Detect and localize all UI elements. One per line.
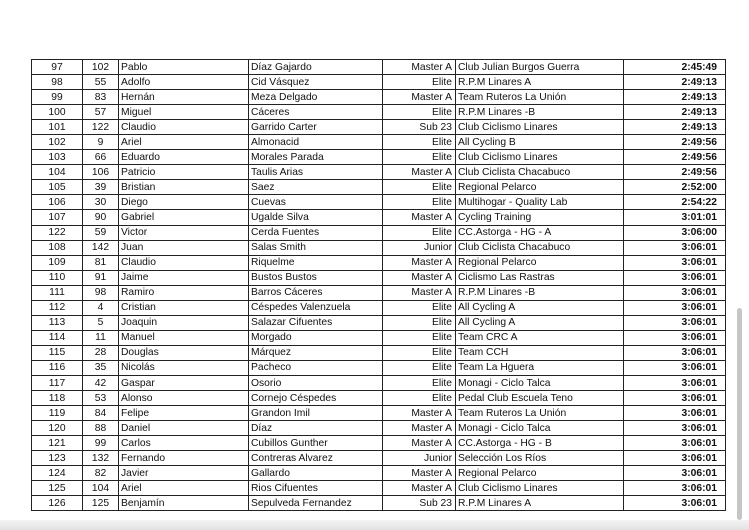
dorsal-cell: 35	[83, 360, 119, 375]
time-cell: 3:06:01	[624, 315, 726, 330]
club-cell: Pedal Club Escuela Teno	[456, 391, 624, 406]
dorsal-cell: 39	[83, 180, 119, 195]
dorsal-cell: 106	[83, 165, 119, 180]
dorsal-cell: 9	[83, 135, 119, 150]
first-name-cell: Gabriel	[119, 210, 249, 225]
last-name-cell: Díaz	[249, 421, 383, 436]
club-cell: CC.Astorga - HG - A	[456, 225, 624, 240]
time-cell: 3:06:01	[624, 421, 726, 436]
table-row	[32, 105, 726, 120]
category-cell: Elite	[383, 195, 456, 210]
club-cell: Multihogar - Quality Lab	[456, 195, 624, 210]
table-row	[32, 436, 726, 451]
last-name-cell: Contreras Alvarez	[249, 451, 383, 466]
table-row	[32, 300, 726, 315]
first-name-cell: Adolfo	[119, 75, 249, 90]
time-cell: 3:06:01	[624, 496, 726, 511]
category-cell: Elite	[383, 330, 456, 345]
table-row	[32, 135, 726, 150]
club-cell: Club Ciclismo Linares	[456, 120, 624, 135]
time-cell: 2:54:22	[624, 195, 726, 210]
last-name-cell: Rios Cifuentes	[249, 481, 383, 496]
club-cell: Regional Pelarco	[456, 180, 624, 195]
last-name-cell: Cid Vásquez	[249, 75, 383, 90]
position-cell: 116	[32, 360, 83, 375]
position-cell: 102	[32, 135, 83, 150]
first-name-cell: Claudio	[119, 120, 249, 135]
category-cell: Elite	[383, 180, 456, 195]
category-cell: Master A	[383, 481, 456, 496]
first-name-cell: Felipe	[119, 406, 249, 421]
category-cell: Master A	[383, 406, 456, 421]
first-name-cell: Carlos	[119, 436, 249, 451]
club-cell: Regional Pelarco	[456, 466, 624, 481]
position-cell: 104	[32, 165, 83, 180]
position-cell: 109	[32, 255, 83, 270]
time-cell: 3:06:00	[624, 225, 726, 240]
time-cell: 2:49:13	[624, 90, 726, 105]
position-cell: 121	[32, 436, 83, 451]
last-name-cell: Grandon Imil	[249, 406, 383, 421]
position-cell: 101	[32, 120, 83, 135]
position-cell: 99	[32, 90, 83, 105]
category-cell: Master A	[383, 436, 456, 451]
last-name-cell: Morgado	[249, 330, 383, 345]
first-name-cell: Hernán	[119, 90, 249, 105]
category-cell: Elite	[383, 345, 456, 360]
time-cell: 3:06:01	[624, 375, 726, 390]
position-cell: 97	[32, 60, 83, 75]
last-name-cell: Márquez	[249, 345, 383, 360]
category-cell: Elite	[383, 375, 456, 390]
position-cell: 119	[32, 406, 83, 421]
time-cell: 3:06:01	[624, 481, 726, 496]
club-cell: Team Ruteros La Unión	[456, 90, 624, 105]
category-cell: Master A	[383, 90, 456, 105]
last-name-cell: Sepulveda Fernandez	[249, 496, 383, 511]
last-name-cell: Saez	[249, 180, 383, 195]
time-cell: 3:06:01	[624, 240, 726, 255]
results-table	[31, 59, 726, 511]
dorsal-cell: 55	[83, 75, 119, 90]
table-row	[32, 466, 726, 481]
time-cell: 3:06:01	[624, 300, 726, 315]
time-cell: 3:06:01	[624, 451, 726, 466]
position-cell: 111	[32, 285, 83, 300]
position-cell: 123	[32, 451, 83, 466]
club-cell: CC.Astorga - HG - B	[456, 436, 624, 451]
time-cell: 2:49:13	[624, 120, 726, 135]
last-name-cell: Taulis Arias	[249, 165, 383, 180]
time-cell: 3:01:01	[624, 210, 726, 225]
first-name-cell: Daniel	[119, 421, 249, 436]
table-row	[32, 391, 726, 406]
position-cell: 126	[32, 496, 83, 511]
last-name-cell: Meza Delgado	[249, 90, 383, 105]
first-name-cell: Diego	[119, 195, 249, 210]
last-name-cell: Riquelme	[249, 255, 383, 270]
time-cell: 3:06:01	[624, 391, 726, 406]
category-cell: Elite	[383, 391, 456, 406]
time-cell: 2:49:56	[624, 165, 726, 180]
club-cell: Club Julian Burgos Guerra	[456, 60, 624, 75]
table-row	[32, 210, 726, 225]
time-cell: 2:52:00	[624, 180, 726, 195]
category-cell: Master A	[383, 270, 456, 285]
club-cell: Club Ciclismo Linares	[456, 481, 624, 496]
table-row	[32, 481, 726, 496]
first-name-cell: Nicolás	[119, 360, 249, 375]
category-cell: Elite	[383, 75, 456, 90]
first-name-cell: Javier	[119, 466, 249, 481]
category-cell: Master A	[383, 210, 456, 225]
position-cell: 115	[32, 345, 83, 360]
dorsal-cell: 142	[83, 240, 119, 255]
table-row	[32, 345, 726, 360]
club-cell: Team CRC A	[456, 330, 624, 345]
table-row	[32, 225, 726, 240]
first-name-cell: Victor	[119, 225, 249, 240]
first-name-cell: Manuel	[119, 330, 249, 345]
dorsal-cell: 90	[83, 210, 119, 225]
dorsal-cell: 91	[83, 270, 119, 285]
position-cell: 120	[32, 421, 83, 436]
table-row	[32, 270, 726, 285]
category-cell: Junior	[383, 451, 456, 466]
category-cell: Master A	[383, 60, 456, 75]
table-row	[32, 406, 726, 421]
time-cell: 2:49:13	[624, 75, 726, 90]
position-cell: 110	[32, 270, 83, 285]
position-cell: 114	[32, 330, 83, 345]
category-cell: Junior	[383, 240, 456, 255]
club-cell: Monagi - Ciclo Talca	[456, 421, 624, 436]
dorsal-cell: 53	[83, 391, 119, 406]
table-row	[32, 75, 726, 90]
dorsal-cell: 104	[83, 481, 119, 496]
table-row	[32, 90, 726, 105]
first-name-cell: Juan	[119, 240, 249, 255]
position-cell: 98	[32, 75, 83, 90]
club-cell: Team Ruteros La Unión	[456, 406, 624, 421]
last-name-cell: Cornejo Céspedes	[249, 391, 383, 406]
last-name-cell: Díaz Gajardo	[249, 60, 383, 75]
category-cell: Master A	[383, 421, 456, 436]
first-name-cell: Gaspar	[119, 375, 249, 390]
dorsal-cell: 83	[83, 90, 119, 105]
first-name-cell: Fernando	[119, 451, 249, 466]
dorsal-cell: 28	[83, 345, 119, 360]
table-row	[32, 375, 726, 390]
table-row	[32, 150, 726, 165]
time-cell: 3:06:01	[624, 270, 726, 285]
position-cell: 106	[32, 195, 83, 210]
category-cell: Master A	[383, 165, 456, 180]
club-cell: Club Ciclista Chacabuco	[456, 240, 624, 255]
vertical-scrollbar[interactable]	[737, 308, 742, 520]
table-row	[32, 496, 726, 511]
table-row	[32, 255, 726, 270]
club-cell: Club Ciclismo Linares	[456, 150, 624, 165]
position-cell: 124	[32, 466, 83, 481]
table-row	[32, 451, 726, 466]
last-name-cell: Cáceres	[249, 105, 383, 120]
category-cell: Elite	[383, 135, 456, 150]
results-rows	[32, 60, 726, 511]
first-name-cell: Cristian	[119, 300, 249, 315]
dorsal-cell: 98	[83, 285, 119, 300]
time-cell: 2:49:13	[624, 105, 726, 120]
club-cell: Team CCH	[456, 345, 624, 360]
table-row	[32, 360, 726, 375]
first-name-cell: Ariel	[119, 135, 249, 150]
position-cell: 118	[32, 391, 83, 406]
club-cell: All Cycling A	[456, 300, 624, 315]
dorsal-cell: 81	[83, 255, 119, 270]
table-row	[32, 120, 726, 135]
time-cell: 3:06:01	[624, 436, 726, 451]
dorsal-cell: 125	[83, 496, 119, 511]
last-name-cell: Cuevas	[249, 195, 383, 210]
dorsal-cell: 84	[83, 406, 119, 421]
category-cell: Elite	[383, 105, 456, 120]
club-cell: R.P.M Linares A	[456, 75, 624, 90]
dorsal-cell: 30	[83, 195, 119, 210]
table-row	[32, 180, 726, 195]
position-cell: 122	[32, 225, 83, 240]
table-row	[32, 240, 726, 255]
time-cell: 3:06:01	[624, 466, 726, 481]
first-name-cell: Jaime	[119, 270, 249, 285]
dorsal-cell: 99	[83, 436, 119, 451]
last-name-cell: Cubillos Gunther	[249, 436, 383, 451]
dorsal-cell: 102	[83, 60, 119, 75]
dorsal-cell: 5	[83, 315, 119, 330]
position-cell: 100	[32, 105, 83, 120]
first-name-cell: Bristian	[119, 180, 249, 195]
category-cell: Master A	[383, 285, 456, 300]
dorsal-cell: 59	[83, 225, 119, 240]
club-cell: Selección Los Ríos	[456, 451, 624, 466]
table-row	[32, 330, 726, 345]
club-cell: R.P.M Linares -B	[456, 105, 624, 120]
last-name-cell: Salazar Cifuentes	[249, 315, 383, 330]
time-cell: 3:06:01	[624, 406, 726, 421]
first-name-cell: Joaquin	[119, 315, 249, 330]
club-cell: R.P.M Linares -B	[456, 285, 624, 300]
dorsal-cell: 88	[83, 421, 119, 436]
first-name-cell: Ramiro	[119, 285, 249, 300]
last-name-cell: Garrido Carter	[249, 120, 383, 135]
first-name-cell: Miguel	[119, 105, 249, 120]
last-name-cell: Salas Smith	[249, 240, 383, 255]
last-name-cell: Ugalde Silva	[249, 210, 383, 225]
table-row	[32, 165, 726, 180]
dorsal-cell: 42	[83, 375, 119, 390]
category-cell: Elite	[383, 315, 456, 330]
dorsal-cell: 11	[83, 330, 119, 345]
dorsal-cell: 66	[83, 150, 119, 165]
last-name-cell: Bustos Bustos	[249, 270, 383, 285]
position-cell: 113	[32, 315, 83, 330]
last-name-cell: Gallardo	[249, 466, 383, 481]
position-cell: 125	[32, 481, 83, 496]
dorsal-cell: 82	[83, 466, 119, 481]
category-cell: Master A	[383, 255, 456, 270]
time-cell: 3:06:01	[624, 330, 726, 345]
first-name-cell: Patricio	[119, 165, 249, 180]
club-cell: Regional Pelarco	[456, 255, 624, 270]
time-cell: 3:06:01	[624, 360, 726, 375]
last-name-cell: Almonacid	[249, 135, 383, 150]
position-cell: 107	[32, 210, 83, 225]
time-cell: 2:45:49	[624, 60, 726, 75]
last-name-cell: Pacheco	[249, 360, 383, 375]
first-name-cell: Claudio	[119, 255, 249, 270]
first-name-cell: Benjamín	[119, 496, 249, 511]
position-cell: 112	[32, 300, 83, 315]
table-row	[32, 421, 726, 436]
club-cell: Ciclismo Las Rastras	[456, 270, 624, 285]
club-cell: Team La Hguera	[456, 360, 624, 375]
category-cell: Elite	[383, 360, 456, 375]
table-row	[32, 195, 726, 210]
position-cell: 105	[32, 180, 83, 195]
club-cell: Cycling Training	[456, 210, 624, 225]
first-name-cell: Eduardo	[119, 150, 249, 165]
club-cell: All Cycling A	[456, 315, 624, 330]
last-name-cell: Barros Cáceres	[249, 285, 383, 300]
club-cell: All Cycling B	[456, 135, 624, 150]
dorsal-cell: 122	[83, 120, 119, 135]
table-row	[32, 315, 726, 330]
club-cell: Club Ciclista Chacabuco	[456, 165, 624, 180]
time-cell: 3:06:01	[624, 255, 726, 270]
dorsal-cell: 132	[83, 451, 119, 466]
category-cell: Master A	[383, 466, 456, 481]
category-cell: Sub 23	[383, 120, 456, 135]
time-cell: 2:49:56	[624, 150, 726, 165]
category-cell: Elite	[383, 225, 456, 240]
table-row	[32, 60, 726, 75]
category-cell: Sub 23	[383, 496, 456, 511]
last-name-cell: Cerda Fuentes	[249, 225, 383, 240]
first-name-cell: Douglas	[119, 345, 249, 360]
first-name-cell: Ariel	[119, 481, 249, 496]
last-name-cell: Osorio	[249, 375, 383, 390]
first-name-cell: Alonso	[119, 391, 249, 406]
last-name-cell: Morales Parada	[249, 150, 383, 165]
club-cell: R.P.M Linares A	[456, 496, 624, 511]
time-cell: 3:06:01	[624, 345, 726, 360]
dorsal-cell: 4	[83, 300, 119, 315]
time-cell: 3:06:01	[624, 285, 726, 300]
table-row	[32, 285, 726, 300]
first-name-cell: Pablo	[119, 60, 249, 75]
club-cell: Monagi - Ciclo Talca	[456, 375, 624, 390]
time-cell: 2:49:56	[624, 135, 726, 150]
position-cell: 103	[32, 150, 83, 165]
category-cell: Elite	[383, 300, 456, 315]
position-cell: 117	[32, 375, 83, 390]
dorsal-cell: 57	[83, 105, 119, 120]
page-edge-shadow	[0, 520, 749, 530]
category-cell: Elite	[383, 150, 456, 165]
last-name-cell: Céspedes Valenzuela	[249, 300, 383, 315]
position-cell: 108	[32, 240, 83, 255]
